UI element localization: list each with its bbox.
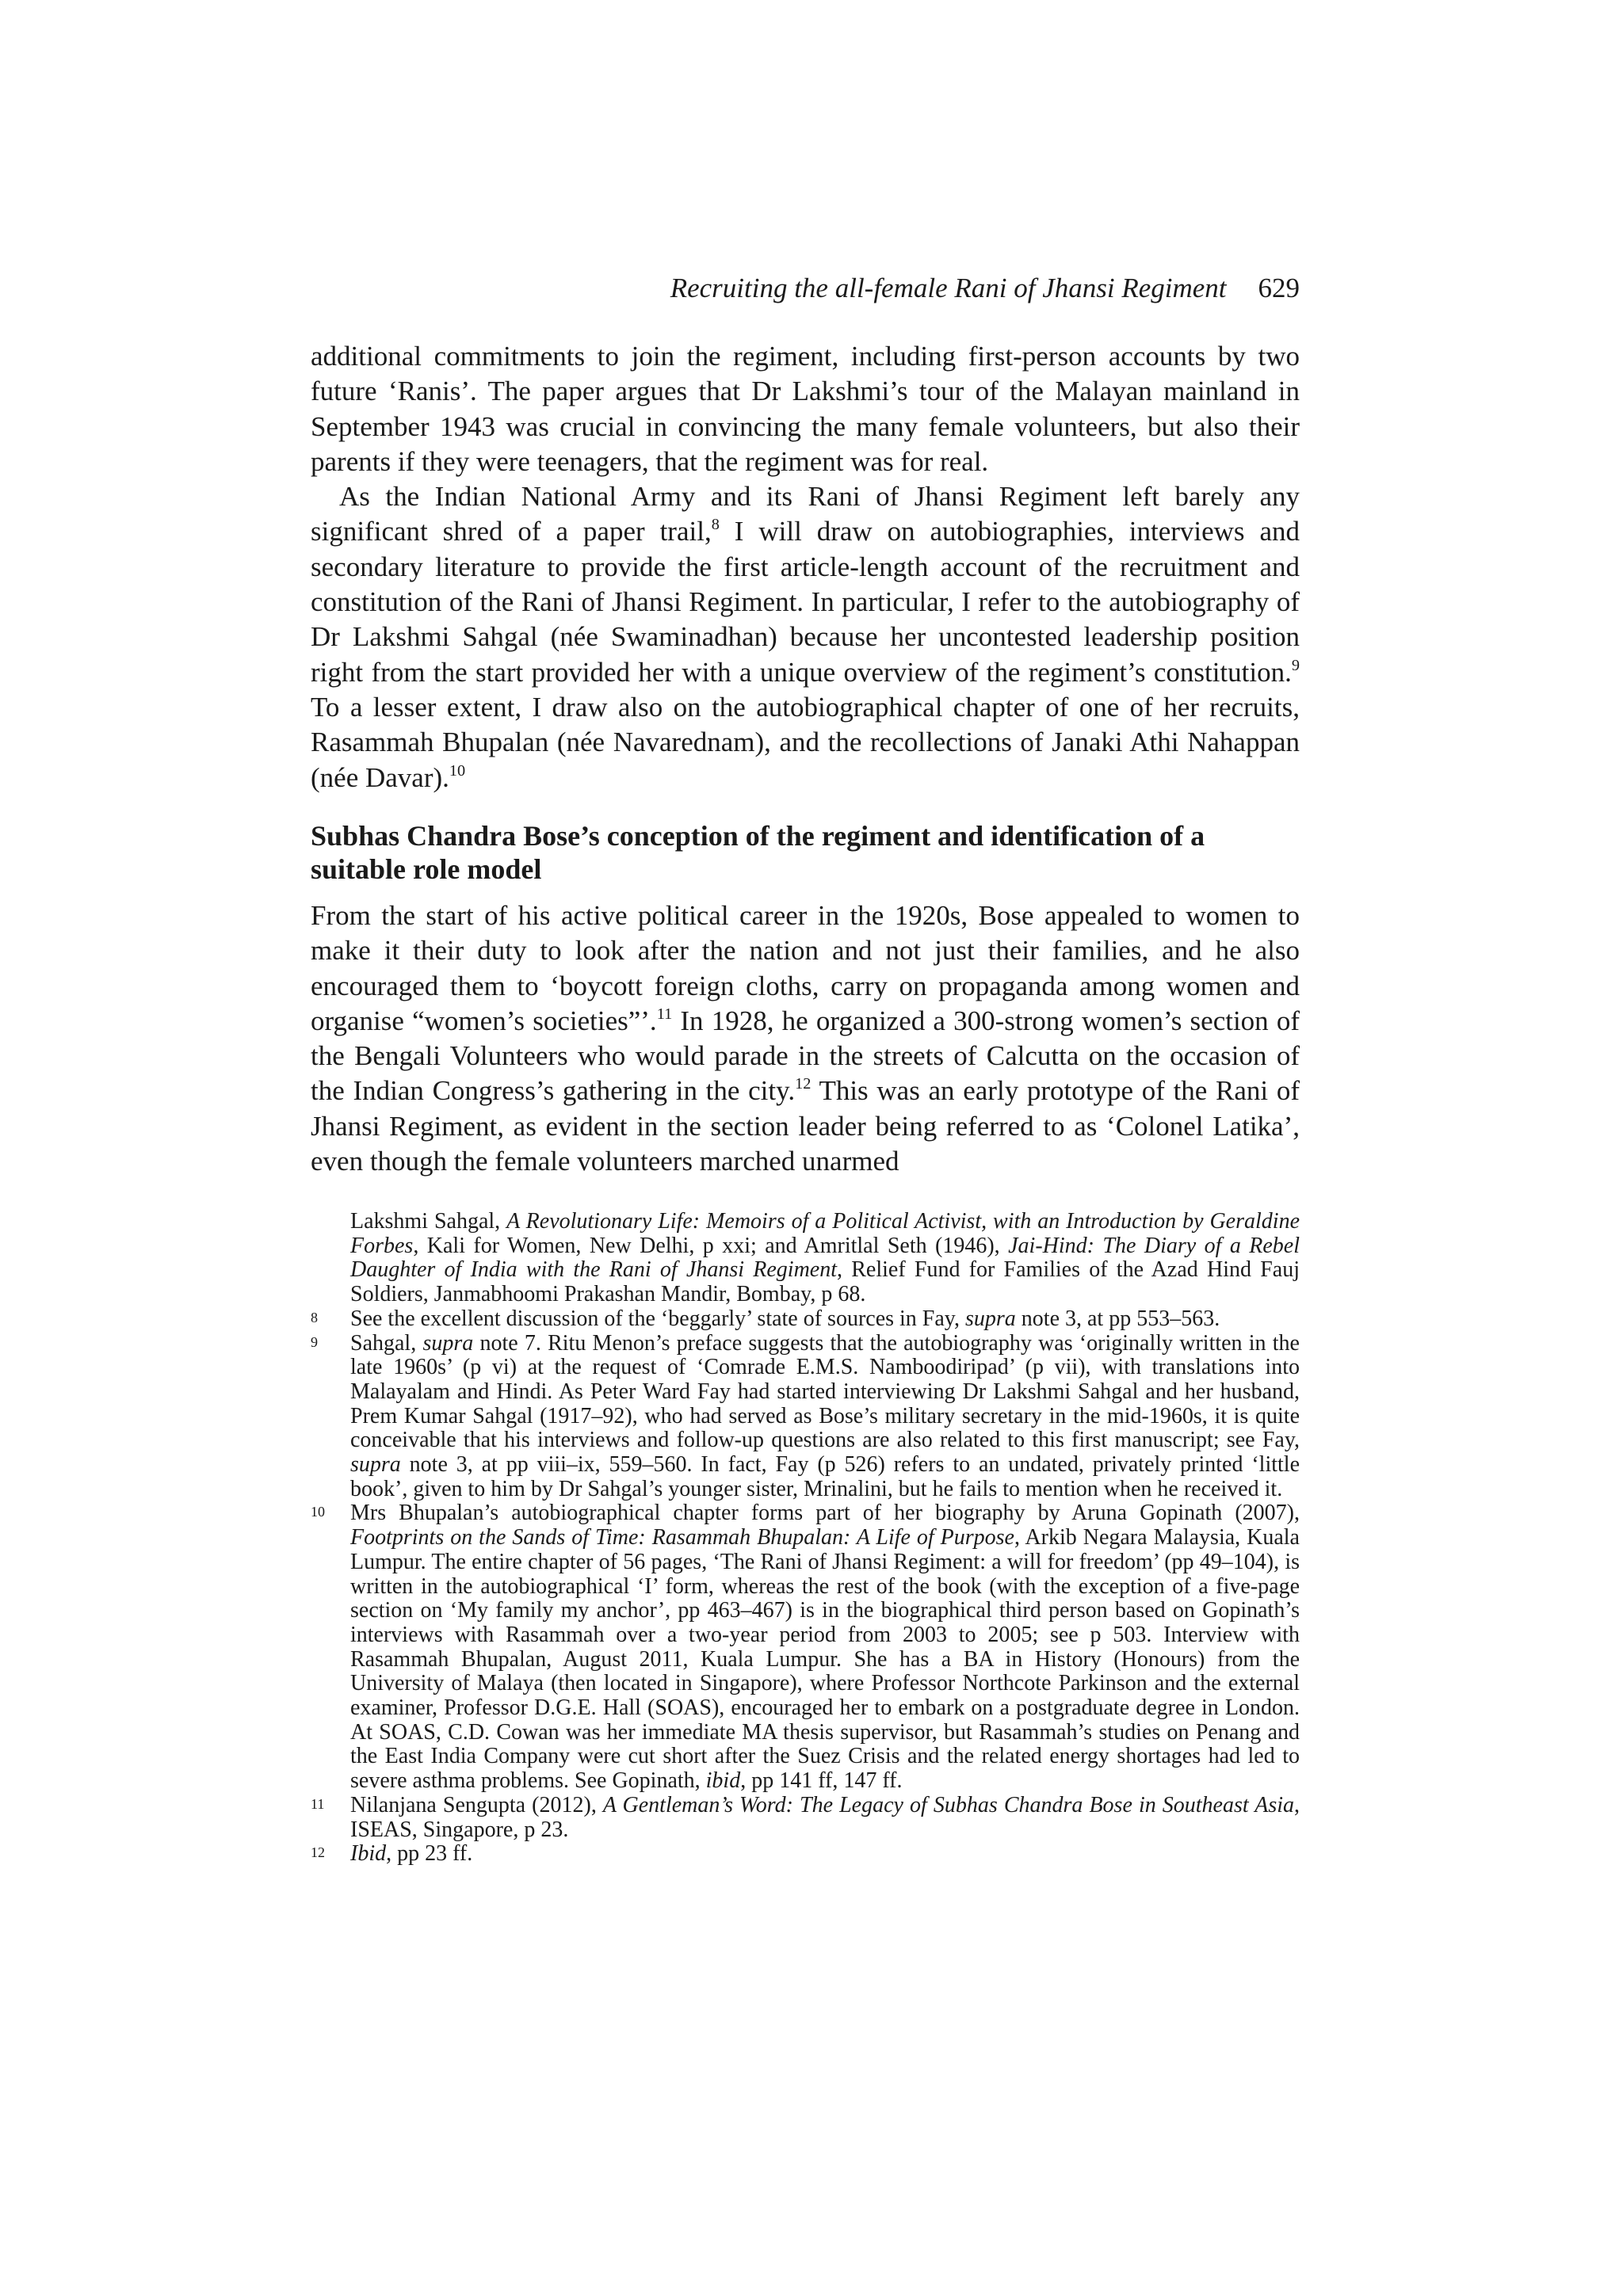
footnote-8: [311, 1307, 1300, 1332]
footnote-text: Mrs Bhupalan’s autobiographical chapter forms part of her biography by Aruna Gopinath (2007),: [350, 1501, 1300, 1526]
page-number: 629: [1258, 273, 1300, 303]
footnote-9: [311, 1332, 1300, 1502]
footnotes: [311, 1210, 1300, 1867]
footnote-text: note 3, at pp 553–563.: [1015, 1306, 1220, 1331]
footnote-italic: Jai-Hind: The Diary of a Rebel Daughter of India with the Rani of Jhansi Regiment: [350, 1233, 1300, 1283]
running-head: [311, 271, 1300, 306]
footnote-number: 12: [311, 1844, 325, 1861]
footnote-italic: Footprints on the Sands of Time: Rasammah Bhupalan: A Life of Purpose: [350, 1525, 1014, 1550]
footnote-number: 9: [311, 1333, 318, 1350]
paragraph-text: This was an early prototype of the Rani of Jhansi Regiment, as evident in the section leader being referred to as ‘Colonel Latika’, even though the female volunteers marched unarmed: [311, 1075, 1300, 1177]
footnote-ref-11[interactable]: 11: [656, 1005, 673, 1023]
footnote-number: 8: [311, 1309, 318, 1325]
footnote-text: Lakshmi Sahgal,: [350, 1209, 507, 1234]
paragraph: [311, 479, 1300, 795]
paragraph-text: As the Indian National Army and its Rani of Jhansi Regiment left barely any significant shred of a paper trail,: [311, 481, 1300, 547]
section-paragraph: [311, 898, 1300, 1179]
footnote-text: note 7. Ritu Menon’s preface suggests that the autobiography was ‘originally written in the late 1960s’ (p vi) at the request of ‘Comrade E.M.S. Namboodiripad’ (p vii), with translations into Malayalam and Hindi. As Peter Ward Fay had started interviewing Dr Lakshmi Sahgal and her husband, Prem Kumar Sahgal (1917–92), who had served as Bose’s military secretary in the mid-1960s, it is quite conceivable that his interviews and follow-up questions are also related to this first manuscript; see Fay,: [350, 1330, 1300, 1453]
footnote-italic: A Gentleman’s Word: The Legacy of Subhas Chandra Bose in Southeast Asia: [602, 1792, 1294, 1817]
paragraph-text: To a lesser extent, I draw also on the autobiographical chapter of one of her recruits, Rasammah Bhupalan (née Navarednam), and the recollections of Janaki Athi Nahappan (née Davar).: [311, 691, 1300, 793]
paragraph-continued: [311, 339, 1300, 479]
footnote-italic: A Revolutionary Life: Memoirs of a Political Activist, with an Introduction by Geraldine Forbes: [350, 1209, 1300, 1258]
footnote-text: , Kali for Women, New Delhi, p xxi; and Amritlal Seth (1946),: [413, 1233, 1009, 1258]
paragraph-text: In 1928, he organized a 300-strong women’s section of the Bengali Volunteers who would parade in the streets of Calcutta on the occasion of the Indian Congress’s gathering in the city.: [311, 1005, 1300, 1107]
footnote-italic: supra: [350, 1452, 401, 1478]
footnote-10: [311, 1501, 1300, 1793]
footnote-ref-8[interactable]: 8: [711, 516, 720, 534]
footnote-11: [311, 1794, 1300, 1842]
footnote-text: See the excellent discussion of the ‘beggarly’ state of sources in Fay,: [350, 1306, 965, 1331]
footnote-text: , pp 141 ff, 147 ff.: [740, 1768, 903, 1794]
footnote-italic: ibid: [705, 1768, 741, 1794]
section-heading: Subhas Chandra Bose’s conception of the regiment and identification of a suitable role model: [311, 820, 1205, 885]
footnote-12: [311, 1842, 1300, 1867]
paragraph-text: additional commitments to join the regiment, including first-person accounts by two future ‘Ranis’. The paper argues that Dr Lakshmi’s tour of the Malayan mainland in September 1943 was crucial in convincing the many female volunteers, but also their parents if they were teenagers, that the regiment was for real.: [311, 341, 1300, 477]
footnote-italic: supra: [965, 1306, 1016, 1331]
footnote-italic: Ibid: [350, 1841, 387, 1867]
body-text: [311, 339, 1300, 795]
footnote-number: 10: [311, 1504, 325, 1520]
footnote-text: , Relief Fund for Families of the Azad Hind Fauj Soldiers, Janmabhoomi Prakashan Mandir, Bombay, p 68.: [350, 1257, 1300, 1307]
footnote-number: 11: [311, 1795, 325, 1812]
footnote-italic: supra: [422, 1330, 474, 1356]
footnote-text: Nilanjana Sengupta (2012),: [350, 1792, 603, 1817]
running-title: Recruiting the all-female Rani of Jhansi Regiment: [670, 273, 1227, 303]
footnote-text: , Arkib Negara Malaysia, Kuala Lumpur. The entire chapter of 56 pages, ‘The Rani of Jhansi Regiment: a will for freedom’ (pp 49–104), is written in the autobiographical ‘I’ form, whereas the rest of the book (with the exception of a five-page section on ‘My family my anchor’, pp 463–467) is in the biographical third person based on Gopinath’s interviews with Rasammah over a two-year period from 2003 to 2005; see p 503. Interview with Rasammah Bhupalan, August 2011, Kuala Lumpur. She has a BA in History (Honours) from the University of Malaya (then located in Singapore), where Professor Northcote Parkinson and the external examiner, Professor D.G.E. Hall (SOAS), encouraged her to embark on a postgraduate degree in London. At SOAS, C.D. Cowan was her immediate MA thesis supervisor, but Rasammah’s studies on Penang and the East India Company were cut short after the Suez Crisis and the related energy shortages had led to severe asthma problems. See Gopinath,: [350, 1525, 1300, 1794]
footnote-ref-12[interactable]: 12: [795, 1075, 812, 1093]
paragraph-text: I will draw on autobiographies, interviews and secondary literature to provide the first article-length account of the recruitment and constitution of the Rani of Jhansi Regiment. In particular, I refer to the autobiography of Dr Lakshmi Sahgal (née Swaminadhan) because her uncontested leadership position right from the start provided her with a unique overview of the regiment’s constitution.: [311, 516, 1300, 688]
footnote-text: Sahgal,: [350, 1330, 423, 1356]
footnote-continued: [311, 1210, 1300, 1307]
footnote-text: , ISEAS, Singapore, p 23.: [350, 1792, 1300, 1842]
footnote-ref-9[interactable]: 9: [1291, 656, 1300, 674]
footnote-text: note 3, at pp viii–ix, 559–560. In fact, Fay (p 526) refers to an undated, privately printed ‘little book’, given to him by Dr Sahgal’s younger sister, Mrinalini, but he fails to mention when he received it.: [350, 1452, 1300, 1501]
footnote-ref-10[interactable]: 10: [449, 761, 466, 780]
paragraph-text: From the start of his active political career in the 1920s, Bose appealed to women to make it their duty to look after the nation and not just their families, and he also encouraged them to ‘boycott foreign cloths, carry on propaganda among women and organise “women’s societies”’.: [311, 900, 1300, 1036]
footnote-text: , pp 23 ff.: [386, 1841, 473, 1867]
